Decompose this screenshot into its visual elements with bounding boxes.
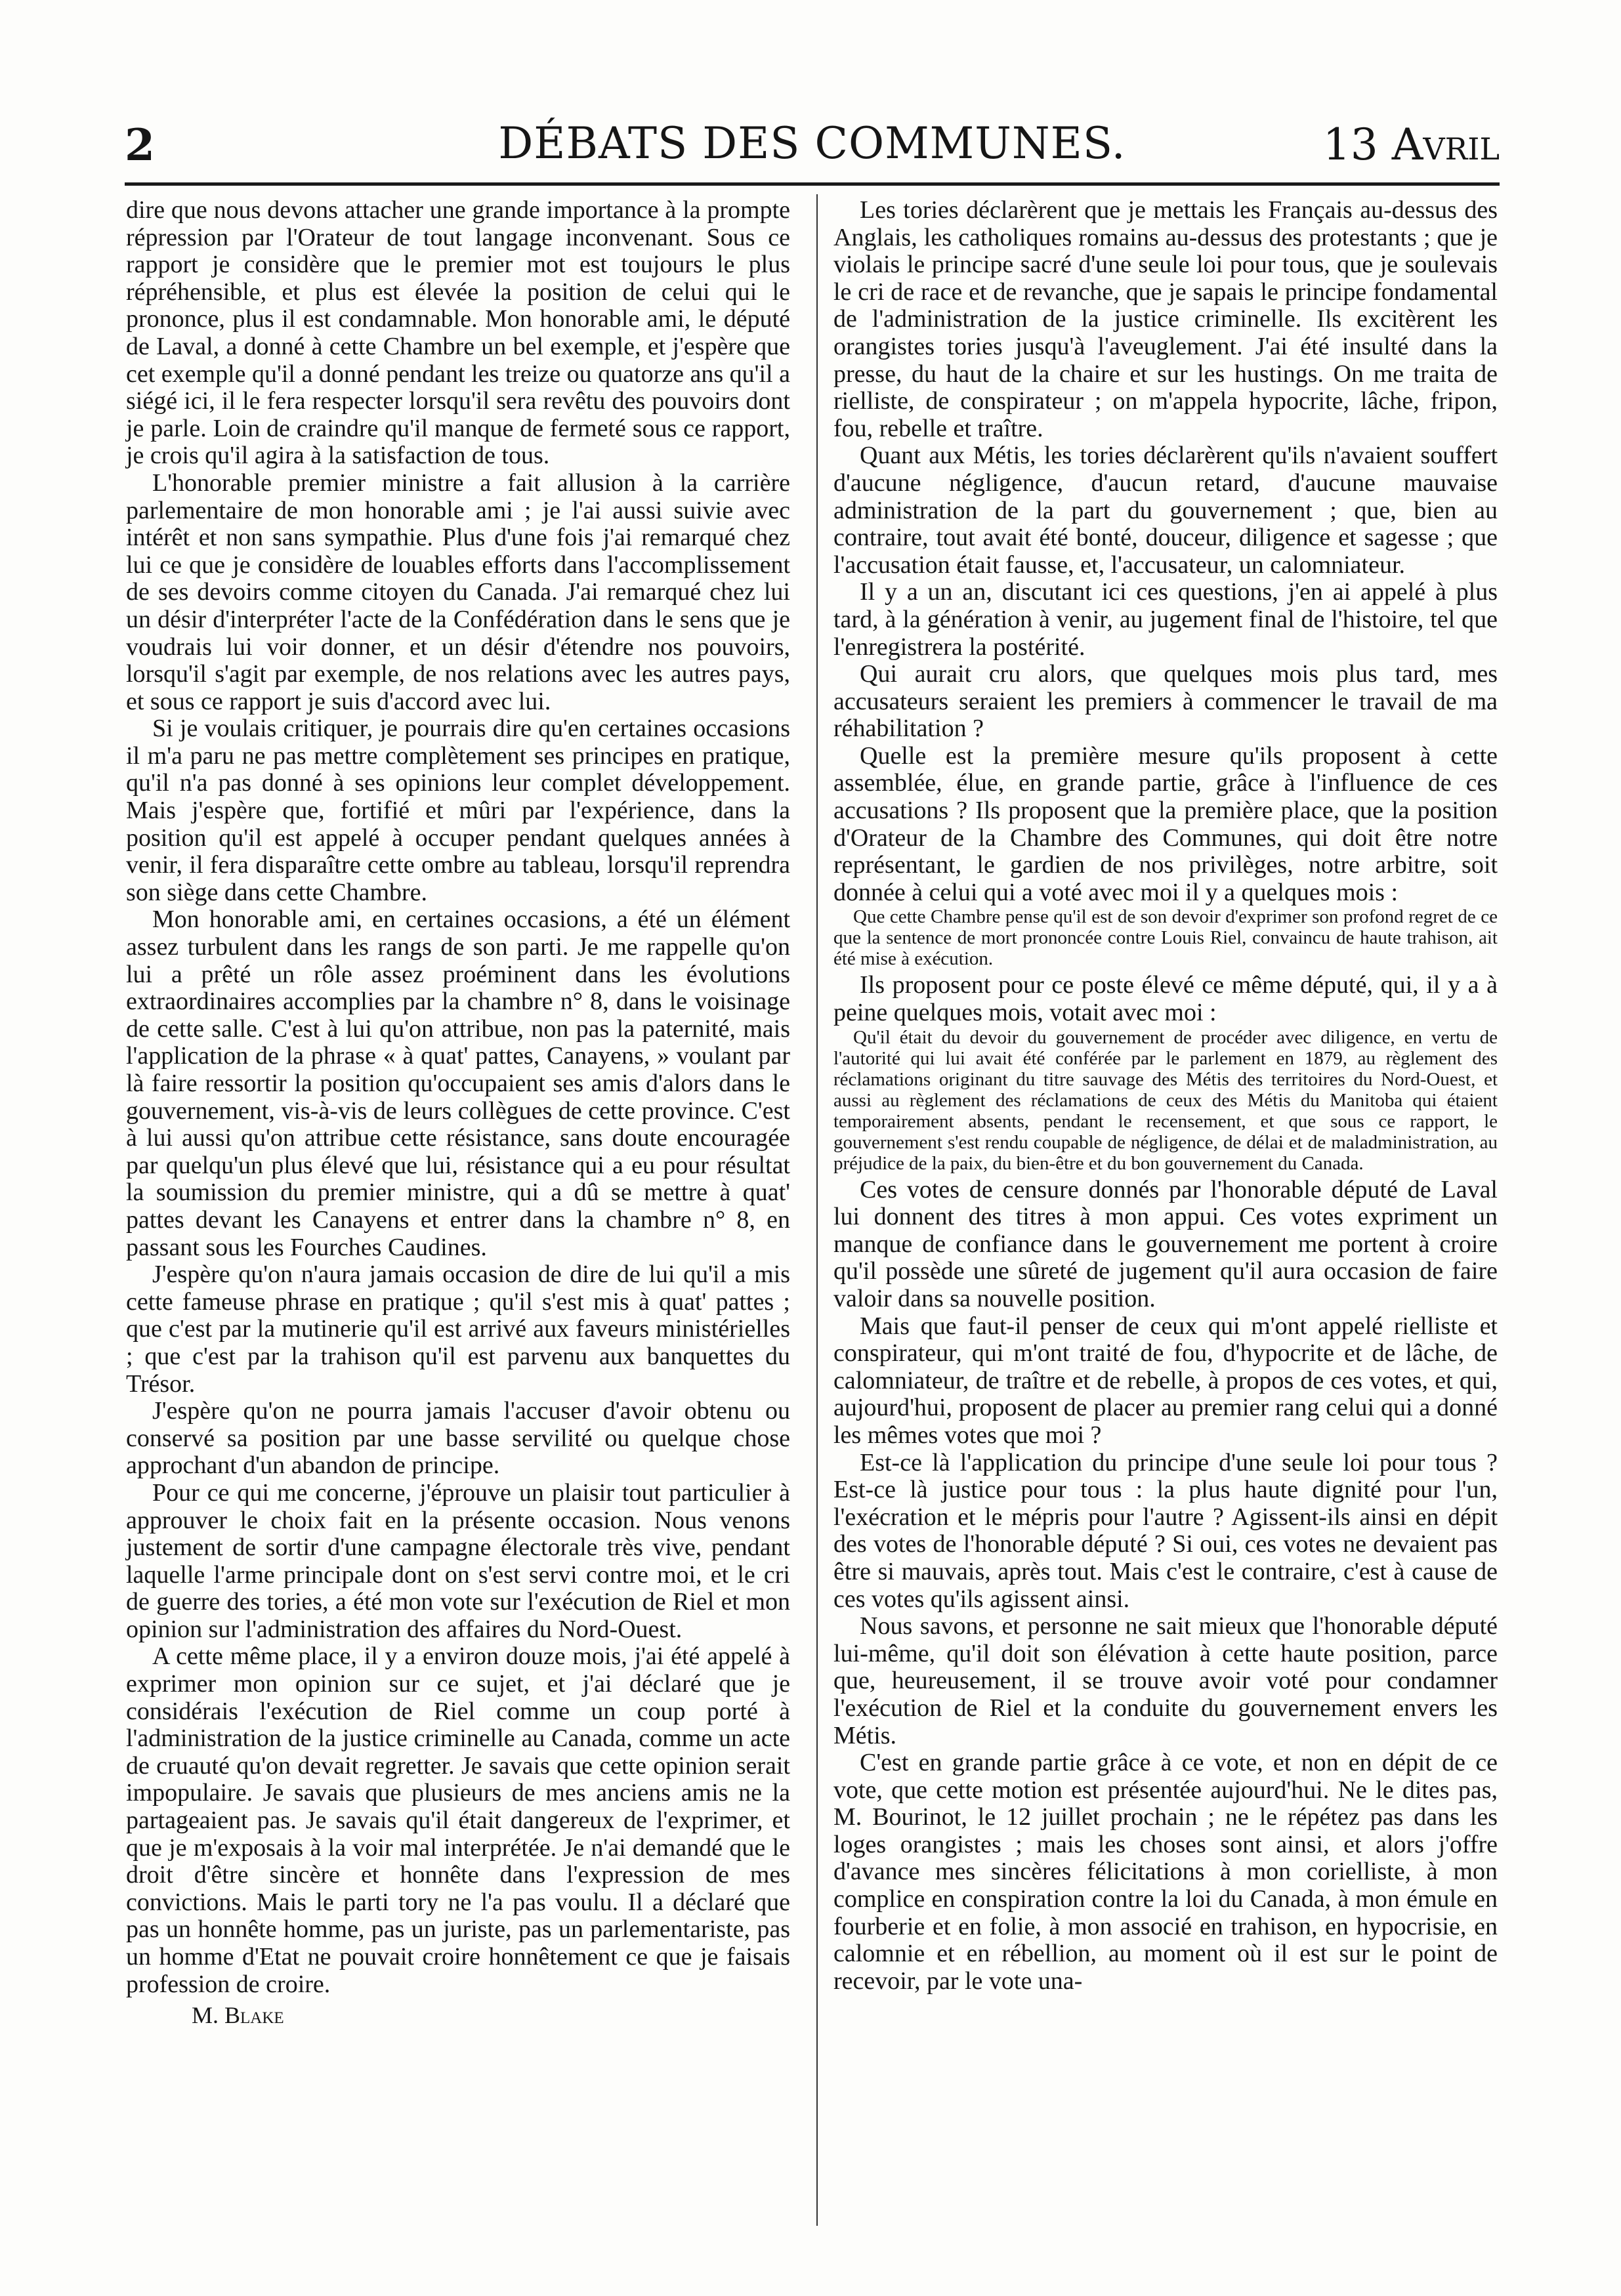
paragraph: Est-ce là l'application du principe d'une seule loi pour tous ? Est-ce là justice pour tous : la plus haute dignité pour l'un, l'exécration et le mépris pour l'autre ? Agissent-ils ainsi en dépit des votes de l'honorable député ? Si oui, ces votes ne devaient pas être si mauvais, après tout. Mais c'est le contraire, c'est à cause de ces votes qu'ils agissent ainsi. [833,1448,1498,1613]
paragraph: Mon honorable ami, en certaines occasions, a été un élément assez turbulent dans les rangs de son parti. Je me rappelle qu'on lui a prêté un rôle assez proéminent dans les évolutions extraordinaires accomplies par la chambre n° 8, dans le voisinage de cette salle. C'est à lui qu'on attribue, non pas la paternité, mais l'application de la phrase « à quat' pattes, Canayens, » voulant par là faire ressortir la position qu'occupaient ses amis d'alors dans le gouvernement, vis-à-vis de leurs collègues de cette province. C'est à lui aussi qu'on attribue cette résistance, sans doute encouragée par quelqu'un plus élevé que lui, résistance qui a eu pour résultat la soumission du premier ministre, qui a dû se mettre à quat' pattes devant les Canayens et entrer dans la chambre n° 8, en passant sous les Fourches Caudines. [126,906,790,1261]
paragraph: Nous savons, et personne ne sait mieux que l'honorable député lui-même, qu'il doit son élévation à cette haute position, parce que, heureusement, il se trouve avoir voté pour condamner l'exécution de Riel et la conduite du gouvernement envers les Métis. [833,1612,1498,1749]
paragraph: J'espère qu'on ne pourra jamais l'accuser d'avoir obtenu ou conservé sa position par une basse servilité ou quelque chose approchant d'un abandon de principe. [126,1397,790,1480]
paragraph: Quant aux Métis, les tories déclarèrent qu'ils n'avaient souffert d'aucune négligence, d'aucun retard, d'aucune mauvaise administration de la part du gouvernement ; que, bien au contraire, tout avait été bonté, douceur, diligence et sagesse ; que l'accusation était fausse, et, l'accusateur, un calomniateur. [833,442,1498,579]
left-column [126,197,790,2030]
page-title: DÉBATS DES COMMUNES. [498,118,1126,169]
paragraph: Quelle est la première mesure qu'ils proposent à cette assemblée, élue, en grande partie, grâce à l'influence de ces accusations ? Ils proposent que la première place, que la position d'Orateur de la Chambre des Communes, qui doit être notre représentant, le gardien de nos privilèges, notre arbitre, soit donnée à celui qui a voté avec moi il y a quelques mois : [833,741,1498,906]
motion-quote: Qu'il était du devoir du gouvernement de procéder avec diligence, en vertu de l'autorité qui lui avait été conférée par le parlement en 1879, au règlement des réclamations originant du titre sauvage des Métis des territoires du Nord-Ouest, et aussi au règlement des réclamations de ceux des Métis du Manitoba qui étaient temporairement absents, pendant le recensement, et que sous ce rapport, le gouvernement s'est rendu coupable de négligence, de délai et de maladministration, au préjudice de la paix, du bien-être et du bon gouvernement du Canada. [833,1026,1498,1174]
paragraph: J'espère qu'on n'aura jamais occasion de dire de lui qu'il a mis cette fameuse phrase en pratique ; qu'il s'est mis à quat' pattes ; que c'est par la mutinerie qu'il est arrivé aux faveurs ministérielles ; que c'est par la trahison qu'il est parvenu aux banquettes du Trésor. [126,1261,790,1398]
header-rule [125,182,1500,186]
paragraph: Pour ce qui me concerne, j'éprouve un plaisir tout particulier à approuver le choix fait en la présente occasion. Nous venons justement de sortir d'une campagne électorale très vive, pendant laquelle l'arme principale dont on s'est servi contre moi, et le cri de guerre des tories, a été mon vote sur l'exécution de Riel et mon opinion sur l'administration des affaires du Nord-Ouest. [126,1478,790,1643]
speaker-signature: M. Blake [192,2002,284,2029]
paragraph: dire que nous devons attacher une grande importance à la prompte répression par l'Orateur de tout langage inconvenant. Sous ce rapport je considère que le premier mot est toujours le plus répréhensible, et plus est élevée la position de celui qui le prononce, plus il est condamnable. Mon honorable ami, le député de Laval, a donné à cette Chambre un bel exemple, et j'espère que cet exemple qu'il a donné pendant les treize ou quatorze ans qu'il a siégé ici, il le fera respecter lorsqu'il sera revêtu des pouvoirs dont je parle. Loin de craindre qu'il manque de fermeté sous ce rapport, je crois qu'il agira à la satisfaction de tous. [126,196,790,470]
paragraph: Qui aurait cru alors, que quelques mois plus tard, mes accusateurs seraient les premiers à commencer le travail de ma réhabilitation ? [833,660,1498,743]
motion-quote: Que cette Chambre pense qu'il est de son devoir d'exprimer son profond regret de ce que la sentence de mort prononcée contre Louis Riel, convaincu de haute trahison, ait été mise à exécution. [833,906,1498,970]
page-header [125,110,1500,171]
header-date: 13 Avril [1322,119,1500,170]
paragraph: Mais que faut-il penser de ceux qui m'ont appelé rielliste et conspirateur, qui m'ont traité de fou, d'hypocrite et de lâche, de calomniateur, de traître et de rebelle, à propos de ces votes, et qui, aujourd'hui, proposent de placer au premier rang celui qui a donné les mêmes votes que moi ? [833,1312,1498,1449]
paragraph: L'honorable premier ministre a fait allusion à la carrière parlementaire de mon honorable ami ; je l'ai aussi suivie avec intérêt et non sans sympathie. Plus d'une fois j'ai remarqué chez lui ce que je considère de louables efforts dans l'accomplissement de ses devoirs comme citoyen du Canada. J'ai remarqué chez lui un désir d'interpréter l'acte de la Confédération dans le sens que je voudrais lui voir donner, et un désir d'étendre nos pouvoirs, lorsqu'il s'agit par exemple, de nos relations avec les autres pays, et sous ce rapport je suis d'accord avec lui. [126,469,790,715]
paragraph: Ces votes de censure donnés par l'honorable député de Laval lui donnent des titres à mon appui. Ces votes expriment un manque de confiance dans le gouvernement me portent à croire qu'il possède une sûreté de jugement qu'il aura occasion de faire valoir dans sa nouvelle position. [833,1175,1498,1312]
column-divider [816,194,818,2226]
paragraph: C'est en grande partie grâce à ce vote, et non en dépit de ce vote, que cette motion est présentée aujourd'hui. Ne le dites pas, M. Bourinot, le 12 juillet prochain ; ne le répétez pas dans les loges orangistes ; mais les choses sont ainsi, et alors j'offre d'avance mes sincères félicitations à mon corielliste, à mon complice en conspiration contre la loi du Canada, à mon émule en fourberie et en folie, à mon associé en trahison, en hypocrisie, en calomnie et en rébellion, au moment où il est sur le point de recevoir, par le vote una- [833,1749,1498,1995]
right-column [833,197,1498,1995]
paragraph: Ils proposent pour ce poste élevé ce même député, qui, il y a à peine quelques mois, votait avec moi : [833,971,1498,1027]
page-number: 2 [125,119,155,171]
paragraph: A cette même place, il y a environ douze mois, j'ai été appelé à exprimer mon opinion sur ce sujet, et j'ai déclaré que je considérais l'exécution de Riel comme un coup porté à l'administration de la justice criminelle au Canada, comme un acte de cruauté qu'on devait regretter. Je savais que cette opinion serait impopulaire. Je savais que plusieurs de mes anciens amis ne la partageaient pas. Je savais qu'il était dangereux de l'exprimer, et que je m'exposais à la voir mal interprétée. Je n'ai demandé que le droit d'être sincère et honnête dans l'expression de mes convictions. Mais le parti tory ne l'a pas voulu. Il a déclaré que pas un honnête homme, pas un juriste, pas un parlementariste, pas un homme d'Etat ne pouvait croire honnêtement ce que je faisais profession de croire. [126,1642,790,1998]
paragraph: Si je voulais critiquer, je pourrais dire qu'en certaines occasions il m'a paru ne pas mettre complètement ses principes en pratique, qu'il n'a pas donné à ses opinions leur complet développement. Mais j'espère que, fortifié et mûri par l'expérience, dans la position qu'il est appelé à occuper pendant quelques années à venir, il fera disparaître cette ombre au tableau, lorsqu'il reprendra son siège dans cette Chambre. [126,715,790,906]
paragraph: Les tories déclarèrent que je mettais les Français au-dessus des Anglais, les catholiques romains au-dessus des protestants ; que je violais le principe sacré d'une seule loi pour tous, que je soulevais le cri de race et de revanche, que je sapais le principe fondamental de l'administration de la justice criminelle. Ils excitèrent les orangistes tories jusqu'à l'aveuglement. J'ai été insulté dans la presse, du haut de la chaire et sur les hustings. On me traita de rielliste, de conspirateur ; on m'appela hypocrite, lâche, fripon, fou, rebelle et traître. [833,196,1498,442]
paragraph: Il y a un an, discutant ici ces questions, j'en ai appelé à plus tard, à la génération à venir, au jugement final de l'histoire, tel que l'enregistrera la postérité. [833,578,1498,661]
